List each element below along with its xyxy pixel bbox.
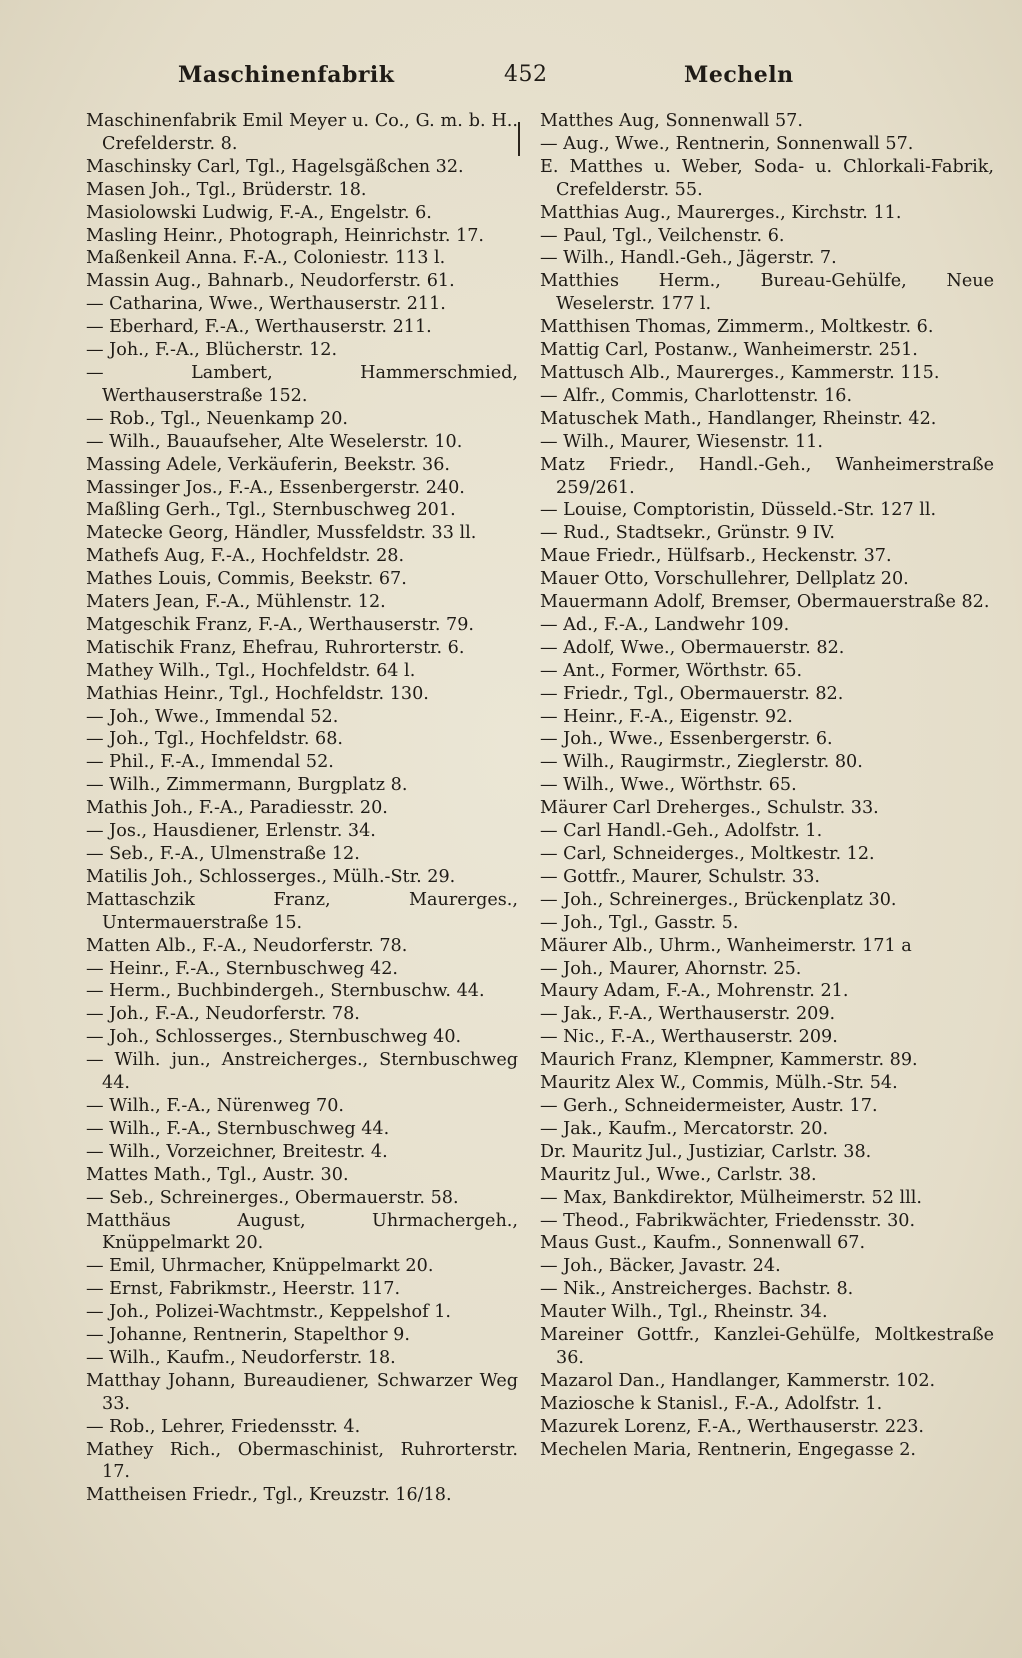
directory-entry: — Louise, Comptoristin, Düsseld.-Str. 127 ll. (540, 500, 937, 521)
directory-entry: — Seb., Schreinerges., Obermauerstr. 58. (86, 1187, 459, 1208)
directory-entry: — Joh., F.-A., Blücherstr. 12. (86, 340, 338, 361)
directory-entry: Mattaschzik Franz, Maurerges., Untermauerstraße 15. (86, 889, 518, 933)
directory-entry: Mathes Louis, Commis, Beekstr. 67. (86, 569, 407, 590)
running-header (0, 62, 1022, 98)
directory-entry: — Jos., Hausdiener, Erlenstr. 34. (86, 821, 376, 842)
directory-entry: Mazarol Dan., Handlanger, Kammerstr. 102. (540, 1370, 936, 1391)
directory-entry: Matthes Aug, Sonnenwall 57. (540, 111, 803, 131)
directory-entry: Maziosche k Stanisl., F.-A., Adolfstr. 1. (540, 1393, 883, 1414)
directory-entry: Matgeschik Franz, F.-A., Werthauserstr. 79. (86, 614, 475, 635)
directory-entry: — Eberhard, F.-A., Werthauserstr. 211. (86, 317, 432, 338)
directory-entry: — Joh., Bäcker, Javastr. 24. (540, 1256, 781, 1277)
directory-entry: Mäurer Alb., Uhrm., Wanheimerstr. 171 a (540, 935, 912, 956)
directory-entry: Mazurek Lorenz, F.-A., Werthauserstr. 223. (540, 1416, 925, 1437)
directory-entry: Maus Gust., Kaufm., Sonnenwall 67. (540, 1233, 866, 1254)
directory-entry: — Joh., Polizei-Wachtmstr., Keppelshof 1. (86, 1302, 452, 1323)
directory-entry: — Heinr., F.-A., Eigenstr. 92. (540, 706, 793, 727)
header-left-catchword: Maschinenfabrik (178, 62, 395, 88)
directory-entry: — Joh., F.-A., Neudorferstr. 78. (86, 1004, 360, 1025)
directory-entry: Maurich Franz, Klempner, Kammerstr. 89. (540, 1050, 918, 1071)
directory-entry: — Emil, Uhrmacher, Knüppelmarkt 20. (86, 1256, 434, 1277)
directory-entry: Matthay Johann, Bureaudiener, Schwarzer Weg 33. (86, 1370, 518, 1414)
directory-entry: Mattig Carl, Postanw., Wanheimerstr. 251. (540, 340, 918, 361)
directory-entry: — Gerh., Schneidermeister, Austr. 17. (540, 1095, 878, 1116)
directory-entry: — Joh., Wwe., Immendal 52. (86, 706, 339, 727)
directory-entry: — Carl Handl.-Geh., Adolfstr. 1. (540, 821, 823, 842)
directory-entry: — Nik., Anstreicherges. Bachstr. 8. (540, 1279, 854, 1300)
directory-entry: Maschinenfabrik Emil Meyer u. Co., G. m. b. H.. Crefelderstr. 8. (86, 111, 518, 154)
directory-entry: Mattheisen Friedr., Tgl., Kreuzstr. 16/18. (86, 1485, 452, 1506)
directory-entry: Matthias Aug., Maurerges., Kirchstr. 11. (540, 202, 902, 223)
directory-entry: — Wilh., Kaufm., Neudorferstr. 18. (86, 1347, 396, 1368)
directory-entry: — Lambert, Hammerschmied, Werthauserstraße 152. (86, 362, 518, 406)
directory-entry: Matischik Franz, Ehefrau, Ruhrorterstr. 6. (86, 637, 465, 658)
directory-entry: Maury Adam, F.-A., Mohrenstr. 21. (540, 981, 849, 1002)
directory-entry: — Wilh., Zimmermann, Burgplatz 8. (86, 775, 408, 796)
directory-entry: — Johanne, Rentnerin, Stapelthor 9. (86, 1325, 410, 1346)
directory-entry: — Rob., Lehrer, Friedensstr. 4. (86, 1416, 361, 1437)
directory-entry: Matilis Joh., Schlosserges., Mülh.-Str. 29. (86, 866, 456, 887)
directory-entry: Matthies Herm., Bureau-Gehülfe, Neue Weselerstr. 177 l. (540, 271, 994, 315)
directory-entry: Mathey Rich., Obermaschinist, Ruhrorterstr. 17. (86, 1439, 518, 1483)
directory-entry: Mauritz Jul., Wwe., Carlstr. 38. (540, 1164, 817, 1185)
directory-entry: Maters Jean, F.-A., Mühlenstr. 12. (86, 592, 386, 613)
directory-entry: Mäurer Carl Dreherges., Schulstr. 33. (540, 798, 879, 819)
directory-entry: Mattusch Alb., Maurerges., Kammerstr. 115. (540, 362, 940, 383)
directory-entry: Mathias Heinr., Tgl., Hochfeldstr. 130. (86, 683, 429, 704)
directory-entry: Matthisen Thomas, Zimmerm., Moltkestr. 6. (540, 317, 934, 338)
directory-entry: — Rob., Tgl., Neuenkamp 20. (86, 408, 349, 429)
directory-entry: Massing Adele, Verkäuferin, Beekstr. 36. (86, 454, 451, 475)
directory-entry: — Wilh. jun., Anstreicherges., Sternbuschweg 44. (86, 1050, 518, 1094)
directory-entry: Maschinsky Carl, Tgl., Hagelsgäßchen 32. (86, 156, 464, 177)
directory-entry: — Wilh., Maurer, Wiesenstr. 11. (540, 431, 823, 452)
directory-entry: — Joh., Tgl., Hochfeldstr. 68. (86, 729, 344, 750)
directory-entry: — Alfr., Commis, Charlottenstr. 16. (540, 385, 853, 406)
directory-entry: — Theod., Fabrikwächter, Friedensstr. 30. (540, 1210, 916, 1231)
directory-entry: — Nic., F.-A., Werthauserstr. 209. (540, 1027, 838, 1048)
directory-entry: — Ant., Former, Wörthstr. 65. (540, 660, 803, 681)
directory-entry: Maßenkeil Anna. F.-A., Coloniestr. 113 l. (86, 248, 446, 269)
directory-entry: — Ernst, Fabrikmstr., Heerstr. 117. (86, 1279, 401, 1300)
directory-entry: Mathefs Aug, F.-A., Hochfeldstr. 28. (86, 546, 405, 567)
directory-entry: Masen Joh., Tgl., Brüderstr. 18. (86, 179, 367, 200)
directory-entry: Masling Heinr., Photograph, Heinrichstr. 17. (86, 225, 484, 246)
directory-entry: Mauter Wilh., Tgl., Rheinstr. 34. (540, 1302, 828, 1323)
directory-entry: — Paul, Tgl., Veilchenstr. 6. (540, 225, 785, 246)
directory-entry: — Aug., Wwe., Rentnerin, Sonnenwall 57. (540, 133, 914, 154)
directory-entry: — Joh., Schreinerges., Brückenplatz 30. (540, 889, 897, 910)
directory-entry: — Max, Bankdirektor, Mülheimerstr. 52 lll. (540, 1187, 922, 1208)
directory-entry: — Seb., F.-A., Ulmenstraße 12. (86, 844, 360, 864)
directory-entry: — Joh., Tgl., Gasstr. 5. (540, 912, 739, 933)
column-divider (518, 122, 520, 156)
right-column (540, 110, 994, 1461)
directory-entry: — Wilh., Bauaufseher, Alte Weselerstr. 10. (86, 431, 463, 452)
directory-entry: — Wilh., Vorzeichner, Breitestr. 4. (86, 1141, 388, 1162)
directory-entry: Mechelen Maria, Rentnerin, Engegasse 2. (540, 1439, 917, 1460)
directory-entry: Mauermann Adolf, Bremser, Obermauerstraße 82. (540, 592, 990, 613)
directory-entry: Mauer Otto, Vorschullehrer, Dellplatz 20. (540, 569, 909, 590)
directory-entry: — Joh., Schlosserges., Sternbuschweg 40. (86, 1027, 462, 1048)
directory-entry: — Adolf, Wwe., Obermauerstr. 82. (540, 637, 845, 658)
directory-entry: Matten Alb., F.-A., Neudorferstr. 78. (86, 935, 408, 956)
directory-entry: — Jak., Kaufm., Mercatorstr. 20. (540, 1118, 829, 1139)
directory-entry: E. Matthes u. Weber, Soda- u. Chlorkali-Fabrik, Crefelderstr. 55. (540, 156, 994, 200)
directory-entry: — Catharina, Wwe., Werthauserstr. 211. (86, 294, 446, 315)
directory-entry: Matz Friedr., Handl.-Geh., Wanheimerstraße 259/261. (540, 454, 994, 498)
directory-entry: Matuschek Math., Handlanger, Rheinstr. 42. (540, 408, 937, 429)
directory-entry: — Wilh., Raugirmstr., Zieglerstr. 80. (540, 752, 863, 773)
directory-entry: — Friedr., Tgl., Obermauerstr. 82. (540, 683, 844, 704)
directory-entry: — Wilh., F.-A., Nürenweg 70. (86, 1095, 344, 1116)
directory-entry: — Jak., F.-A., Werthauserstr. 209. (540, 1004, 836, 1025)
directory-entry: — Wilh., Handl.-Geh., Jägerstr. 7. (540, 248, 837, 269)
directory-entry: Matthäus August, Uhrmachergeh., Knüppelmarkt 20. (86, 1210, 518, 1254)
directory-entry: Massin Aug., Bahnarb., Neudorferstr. 61. (86, 271, 455, 292)
directory-entry: — Rud., Stadtsekr., Grünstr. 9 IV. (540, 523, 835, 544)
page-number: 452 (504, 62, 548, 87)
directory-entry: Massinger Jos., F.-A., Essenbergerstr. 240. (86, 477, 465, 498)
directory-entry: Dr. Mauritz Jul., Justiziar, Carlstr. 38. (540, 1141, 872, 1162)
directory-entry: Maue Friedr., Hülfsarb., Heckenstr. 37. (540, 546, 892, 567)
directory-entry: Mattes Math., Tgl., Austr. 30. (86, 1164, 349, 1185)
directory-entry: — Ad., F.-A., Landwehr 109. (540, 614, 790, 635)
directory-entry: Mathis Joh., F.-A., Paradiesstr. 20. (86, 798, 388, 819)
directory-entry: — Carl, Schneiderges., Moltkestr. 12. (540, 844, 875, 864)
directory-entry: — Wilh., F.-A., Sternbuschweg 44. (86, 1118, 390, 1139)
directory-entry: Mathey Wilh., Tgl., Hochfeldstr. 64 l. (86, 660, 416, 681)
directory-entry: — Herm., Buchbindergeh., Sternbuschw. 44. (86, 981, 485, 1002)
directory-entry: — Gottfr., Maurer, Schulstr. 33. (540, 866, 820, 887)
directory-entry: Masiolowski Ludwig, F.-A., Engelstr. 6. (86, 202, 432, 223)
directory-entry: Matecke Georg, Händler, Mussfeldstr. 33 ll. (86, 523, 477, 544)
directory-entry: — Wilh., Wwe., Wörthstr. 65. (540, 775, 797, 796)
directory-entry: — Phil., F.-A., Immendal 52. (86, 752, 334, 773)
directory-entry: Mareiner Gottfr., Kanzlei-Gehülfe, Moltkestraße 36. (540, 1325, 994, 1368)
left-column (86, 110, 518, 1507)
directory-entry: Mauritz Alex W., Commis, Mülh.-Str. 54. (540, 1073, 898, 1094)
directory-entry: — Joh., Maurer, Ahornstr. 25. (540, 958, 802, 979)
directory-entry: — Joh., Wwe., Essenbergerstr. 6. (540, 729, 833, 750)
header-right-catchword: Mecheln (684, 62, 794, 88)
directory-entry: Maßling Gerh., Tgl., Sternbuschweg 201. (86, 500, 456, 521)
directory-entry: — Heinr., F.-A., Sternbuschweg 42. (86, 958, 399, 979)
